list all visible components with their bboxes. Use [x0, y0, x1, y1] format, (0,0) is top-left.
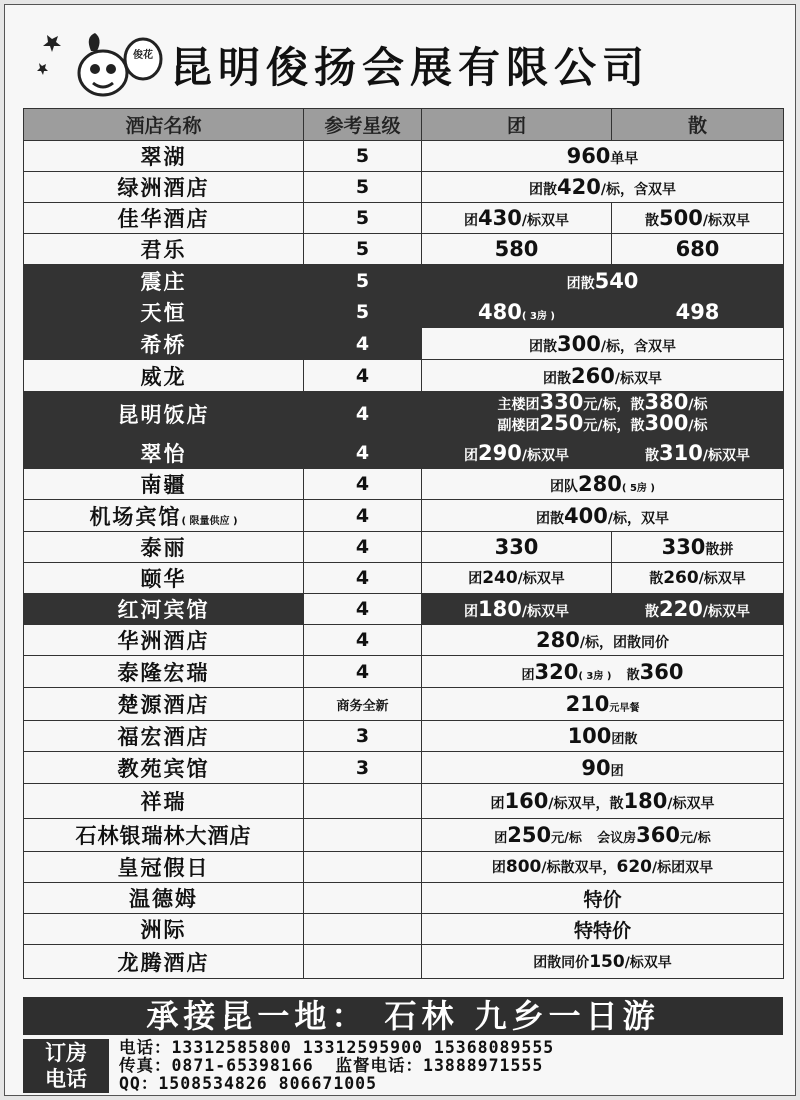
hotel-price	[422, 625, 784, 656]
group-price	[422, 203, 612, 234]
group-value: 180	[478, 597, 522, 621]
table-row	[24, 625, 784, 656]
hotel-star	[304, 819, 422, 852]
group-value: 160	[504, 789, 549, 813]
hotel-price	[422, 392, 784, 437]
group-value: 250	[507, 823, 552, 847]
group-prefix: 团	[464, 604, 479, 620]
hotel-name: 温德姆	[24, 883, 304, 914]
hotel-name: 楚源酒店	[24, 688, 304, 721]
table-row	[24, 563, 784, 594]
hotel-name: 君乐	[24, 234, 304, 265]
hotel-name: 泰丽	[24, 532, 304, 563]
price-suffix: 单早	[610, 151, 639, 167]
fax-number[interactable]: 0871-65398166	[171, 1056, 314, 1075]
hotel-star: 5	[304, 141, 422, 172]
qq-label: QQ：	[119, 1074, 159, 1093]
scatter-prefix: 散	[645, 604, 660, 620]
hotel-star: 3	[304, 752, 422, 784]
table-row	[24, 883, 784, 914]
group-suffix: /标散双早，	[541, 860, 617, 876]
group-suffix: /标双早	[521, 213, 569, 229]
price-value: 90	[581, 755, 611, 780]
phone-label: 电话：	[119, 1038, 172, 1057]
table-row	[24, 914, 784, 945]
table-row	[24, 469, 784, 500]
price-value: 100	[567, 724, 612, 748]
hotel-price	[422, 469, 784, 500]
scatter-prefix: 散	[645, 447, 660, 464]
hotel-star	[304, 883, 422, 914]
phone-line	[119, 1039, 554, 1057]
group-price	[422, 297, 612, 328]
hotel-name: 翠怡	[24, 437, 304, 469]
line-mid: 元/标，散	[583, 397, 645, 413]
price-prefix: 团散	[543, 370, 572, 387]
scatter-suffix: 散拼	[705, 542, 734, 558]
hotel-star	[304, 945, 422, 979]
group-suffix: /标双早	[521, 604, 569, 620]
hotel-star	[304, 784, 422, 819]
hotel-star: 4	[304, 594, 422, 625]
table-row	[24, 721, 784, 752]
price-note: ( 5房 )	[621, 483, 655, 494]
group-price: 580	[422, 234, 612, 265]
scatter-suffix: /标双早	[702, 447, 750, 464]
price-prefix: 团队	[550, 479, 579, 495]
group-price	[422, 437, 612, 469]
price-value: 420	[557, 175, 601, 199]
line-value-1: 330	[539, 391, 584, 414]
hotel-price	[422, 819, 784, 852]
qq-numbers[interactable]: 1508534826 806671005	[158, 1074, 378, 1093]
hotel-name: 红河宾馆	[24, 594, 304, 625]
line-mid: 元/标，散	[583, 418, 645, 434]
scatter-value: 310	[659, 440, 703, 465]
hotel-name: 泰隆宏瑞	[24, 656, 304, 688]
scatter-prefix: 散	[626, 667, 640, 683]
hotel-price	[422, 265, 784, 297]
hotel-name-note: ( 限量供应 )	[181, 515, 238, 527]
table-row	[24, 265, 784, 297]
hotel-price	[422, 328, 784, 360]
price-suffix: 团散	[611, 732, 638, 747]
col-header-name: 酒店名称	[24, 109, 304, 141]
hotel-name: 华洲酒店	[24, 625, 304, 656]
price-value: 280	[578, 472, 622, 496]
line-prefix: 副楼团	[497, 418, 540, 434]
table-row	[24, 203, 784, 234]
hotel-star: 4	[304, 392, 422, 437]
group-prefix: 团	[468, 571, 483, 587]
hotel-name: 教苑宾馆	[24, 752, 304, 784]
hotel-name: 洲际	[24, 914, 304, 945]
scatter-price	[612, 563, 784, 594]
line-value-2: 380	[644, 391, 689, 414]
line-suffix: /标	[688, 418, 708, 434]
price-suffix: /标，含双早	[600, 182, 676, 198]
group-price: 330	[422, 532, 612, 563]
col-header-scatter: 散	[612, 109, 784, 141]
scatter-value: 220	[659, 597, 703, 621]
scatter-prefix: 会议房	[597, 831, 637, 846]
scatter-value: 180	[623, 789, 668, 813]
price-line-1	[424, 393, 781, 414]
hotel-star: 4	[304, 437, 422, 469]
scatter-suffix: /标双早	[702, 604, 750, 620]
contact-lines	[119, 1039, 554, 1093]
price-line-2	[424, 411, 781, 435]
hotel-name: 佳华酒店	[24, 203, 304, 234]
hotel-name: 龙腾酒店	[24, 945, 304, 979]
price-prefix: 团散	[529, 182, 558, 198]
price-prefix: 团散同价	[533, 954, 590, 971]
hotel-name: 昆明饭店	[24, 392, 304, 437]
badge-bottom: 电话	[45, 1067, 87, 1091]
scatter-price	[612, 594, 784, 625]
group-prefix: 团	[464, 213, 479, 229]
group-value: 800	[505, 857, 542, 877]
hotel-price	[422, 752, 784, 784]
table-row	[24, 392, 784, 437]
table-row	[24, 784, 784, 819]
hotel-price: 特特价	[422, 914, 784, 945]
hotel-name: 天恒	[24, 297, 304, 328]
hotel-star: 4	[304, 469, 422, 500]
scatter-prefix: 散	[649, 571, 664, 587]
table-header-row	[24, 109, 784, 141]
scatter-suffix: /标双早	[667, 796, 715, 812]
hotel-price	[422, 500, 784, 532]
header	[5, 5, 797, 105]
supervise-number[interactable]: 13888971555	[423, 1056, 544, 1075]
hotel-price	[422, 688, 784, 721]
table-row	[24, 234, 784, 265]
scatter-value: 360	[639, 659, 684, 684]
line-value-2: 300	[644, 411, 689, 435]
price-value: 210	[565, 692, 610, 716]
table-row	[24, 945, 784, 979]
price-prefix: 团散	[529, 338, 558, 355]
line-suffix: /标	[688, 397, 708, 413]
scatter-value: 260	[663, 568, 699, 588]
scatter-value: 500	[659, 206, 703, 230]
scatter-value: 330	[661, 535, 706, 559]
hotel-star: 5	[304, 265, 422, 297]
group-prefix: 团	[464, 447, 479, 464]
company-logo	[35, 25, 165, 100]
phone-numbers[interactable]: 13312585800 13312595900 15368089555	[171, 1038, 555, 1057]
group-prefix: 团	[491, 860, 506, 876]
price-prefix: 团散	[536, 510, 565, 527]
group-price	[422, 563, 612, 594]
table-row	[24, 752, 784, 784]
table-row	[24, 500, 784, 532]
hotel-price	[422, 721, 784, 752]
contact-section	[23, 1039, 783, 1093]
price-value: 400	[564, 503, 608, 528]
hotel-name: 祥瑞	[24, 784, 304, 819]
hotel-star	[304, 852, 422, 883]
hotel-price	[422, 172, 784, 203]
table-row	[24, 297, 784, 328]
hotel-star: 4	[304, 360, 422, 392]
group-value: 430	[478, 206, 522, 230]
scatter-price	[612, 437, 784, 469]
badge-top: 订房	[45, 1041, 87, 1065]
logo-text: 俊花	[133, 50, 153, 61]
group-prefix: 团	[490, 796, 505, 812]
hotel-name: 翠湖	[24, 141, 304, 172]
hotel-star: 3	[304, 721, 422, 752]
hotel-price	[422, 852, 784, 883]
price-value: 280	[536, 628, 580, 652]
scatter-value: 620	[616, 857, 652, 877]
hotel-price	[422, 141, 784, 172]
hotel-star: 5	[304, 297, 422, 328]
scatter-suffix: 元/标	[679, 831, 711, 846]
hotel-star: 商务全新	[304, 688, 422, 721]
scatter-prefix: 散	[645, 213, 660, 229]
table-row	[24, 328, 784, 360]
price-value: 300	[557, 331, 601, 356]
hotel-price	[422, 656, 784, 688]
scatter-price: 498	[612, 297, 784, 328]
tour-banner: 承接昆一地： 石林 九乡一日游	[23, 997, 783, 1035]
price-value: 540	[594, 268, 639, 293]
hotel-price-table	[23, 108, 784, 979]
hotel-name: 颐华	[24, 563, 304, 594]
line-value-1: 250	[539, 411, 584, 435]
table-row	[24, 141, 784, 172]
price-suffix: /标，含双早	[600, 338, 676, 355]
hotel-star: 5	[304, 172, 422, 203]
hotel-name: 福宏酒店	[24, 721, 304, 752]
price-value: 260	[571, 363, 615, 388]
hotel-price: 特价	[422, 883, 784, 914]
qq-line	[119, 1075, 554, 1093]
table-row	[24, 819, 784, 852]
price-value: 150	[589, 951, 625, 972]
line-prefix: 主楼团	[497, 397, 540, 413]
price-prefix: 团散	[566, 275, 595, 292]
col-header-star: 参考星级	[304, 109, 422, 141]
table-row	[24, 688, 784, 721]
price-suffix: /标双早	[614, 370, 662, 387]
scatter-suffix: /标双早	[702, 213, 750, 229]
hotel-name: 皇冠假日	[24, 852, 304, 883]
price-suffix: /标，双早	[607, 510, 669, 527]
group-note: ( 3房 )	[578, 670, 612, 682]
table-row	[24, 360, 784, 392]
group-prefix: 团	[521, 667, 535, 683]
hotel-price	[422, 945, 784, 979]
hotel-name: 绿洲酒店	[24, 172, 304, 203]
scatter-value: 360	[636, 823, 680, 847]
hotel-star: 5	[304, 234, 422, 265]
table-row	[24, 594, 784, 625]
hotel-name: 石林银瑞林大酒店	[24, 819, 304, 852]
price-suffix: /标，团散同价	[579, 635, 669, 651]
price-value: 960	[566, 144, 611, 168]
hotel-star	[304, 914, 422, 945]
scatter-price: 680	[612, 234, 784, 265]
hotel-price	[422, 360, 784, 392]
fax-line	[119, 1057, 554, 1075]
hotel-name: 机场宾馆	[89, 504, 182, 529]
group-prefix: 团	[494, 831, 508, 846]
supervise-label: 监督电话：	[335, 1056, 424, 1075]
price-sheet	[4, 4, 796, 1096]
group-note: ( 3房 )	[521, 311, 555, 322]
fax-label: 传真：	[119, 1056, 172, 1075]
hotel-star: 4	[304, 656, 422, 688]
table-row	[24, 437, 784, 469]
hotel-star: 4	[304, 532, 422, 563]
group-value: 240	[482, 568, 518, 588]
group-suffix: /标双早，散	[548, 796, 624, 812]
hotel-star: 4	[304, 563, 422, 594]
group-value: 480	[478, 300, 522, 324]
col-header-group: 团	[422, 109, 612, 141]
table-row	[24, 656, 784, 688]
scatter-suffix: /标双早	[698, 571, 746, 587]
table-row	[24, 532, 784, 563]
group-price	[422, 594, 612, 625]
scatter-price	[612, 532, 784, 563]
hotel-name: 震庄	[24, 265, 304, 297]
table-row	[24, 172, 784, 203]
hotel-star: 5	[304, 203, 422, 234]
hotel-star: 4	[304, 625, 422, 656]
scatter-price	[612, 203, 784, 234]
hotel-price	[422, 784, 784, 819]
group-value: 320	[534, 659, 579, 684]
booking-badge	[23, 1039, 109, 1093]
table-row	[24, 852, 784, 883]
group-suffix: 元/标	[551, 831, 582, 846]
price-suffix: /标双早	[624, 954, 672, 971]
hotel-name: 希桥	[24, 328, 304, 360]
scatter-suffix: /标团双早	[652, 860, 714, 876]
group-value: 290	[478, 440, 522, 465]
company-name: 昆明俊扬会展有限公司	[170, 43, 651, 92]
hotel-star: 4	[304, 328, 422, 360]
hotel-star: 4	[304, 500, 422, 532]
hotel-name: 南疆	[24, 469, 304, 500]
price-suffix: 团	[610, 763, 624, 779]
hotel-name: 威龙	[24, 360, 304, 392]
hotel-name-cell	[24, 500, 304, 532]
group-suffix: /标双早	[517, 571, 565, 587]
group-suffix: /标双早	[521, 447, 569, 464]
price-suffix: 元早餐	[609, 703, 640, 714]
